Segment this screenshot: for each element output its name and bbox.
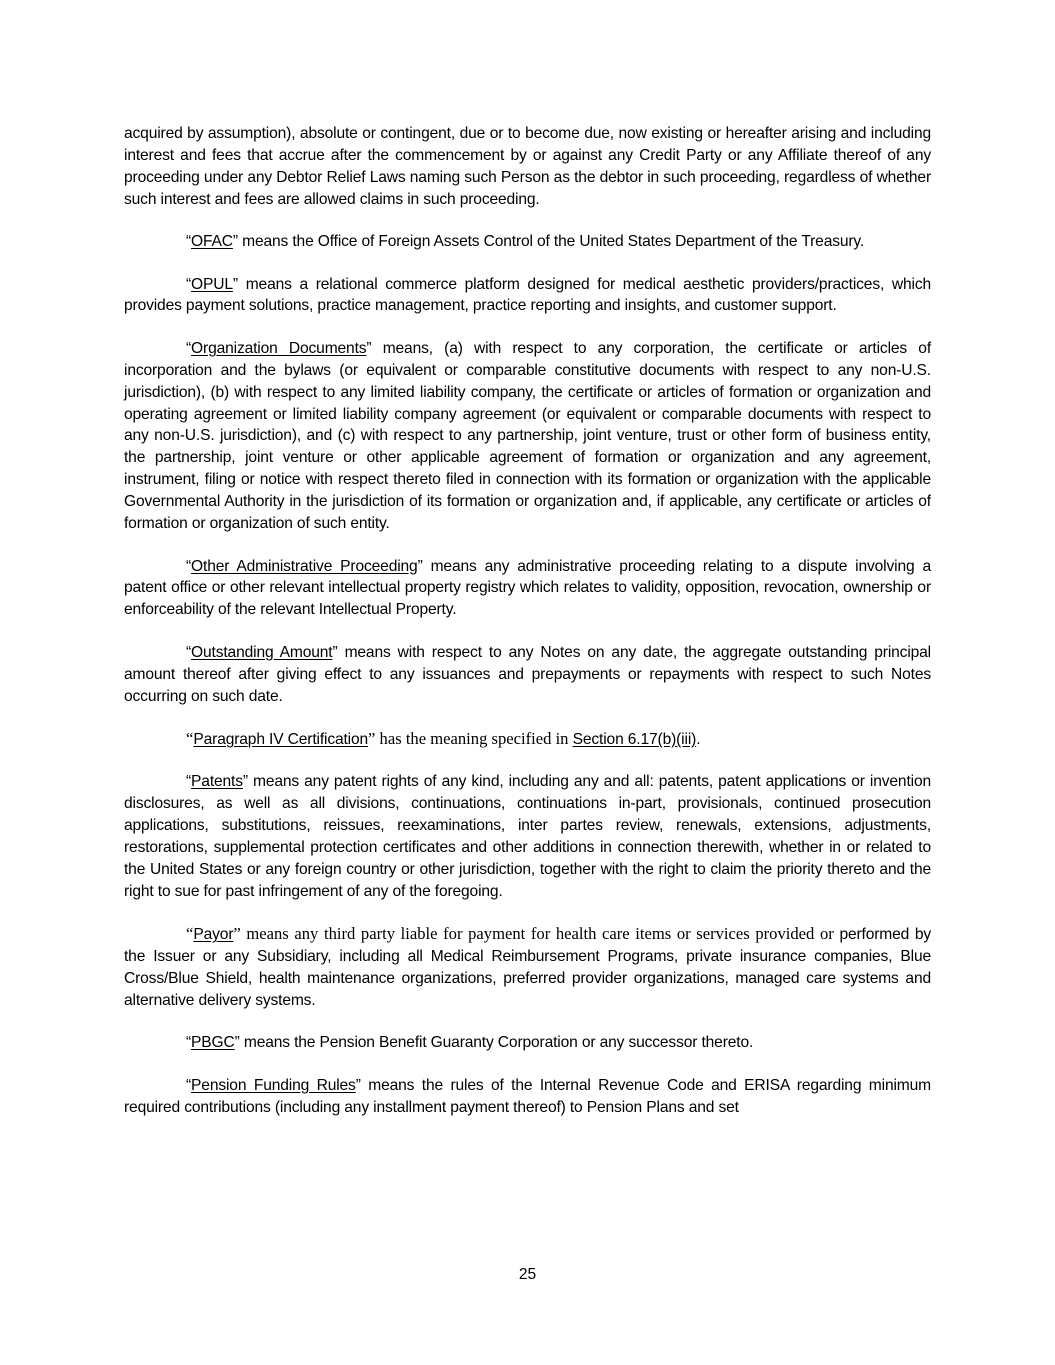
definition-text: means a relational commerce platform designed for medical aesthetic providers/practices, which provides payment solutions, practice management, practice reporting and insights, and customer support. — [124, 275, 931, 315]
open-quote: “ — [186, 773, 192, 791]
open-quote: “ — [186, 1034, 192, 1052]
definition-pension-funding-rules — [124, 1075, 931, 1119]
open-quote: “ — [186, 339, 192, 357]
definition-text: means any administrative proceeding relating to a dispute involving a patent office or other relevant intellectual property registry which relates to validity, opposition, revocation, ownership or enforceability of the relevant Intellectual Property. — [124, 557, 931, 619]
open-quote: “ — [186, 275, 192, 293]
open-quote: “ — [186, 924, 194, 944]
definition-text: means, (a) with respect to any corporation, the certificate or articles of incorporation and the bylaws (or equivalent or comparable constitutive documents with respect to any non-U.S. jurisdiction), (b) with respect to any limited liability company, the certificate or articles of formation or organization and operating agreement or limited liability company agreement (or equivalent or comparable documents with respect to any non-U.S. jurisdiction), and (c) with respect to any partnership, joint venture, trust or other form of business entity, the partnership, joint venture or other applicable agreement of formation or organization and any agreement, instrument, filing or notice with respect thereto filed in connection with its formation or organization with the applicable Governmental Authority in the jurisdiction of its formation or organization and, if applicable, any certificate or articles of formation or organization of such entity. — [124, 339, 931, 533]
definition-outstanding-amount — [124, 642, 931, 708]
definition-text: performed by the Issuer or any Subsidiary, including all Medical Reimbursement Programs, private insurance companies, Blue Cross/Blue Shield, health maintenance organizations, preferred provider organizations, managed care systems and alternative delivery systems. — [124, 926, 931, 1009]
close-quote: ” — [232, 233, 238, 251]
definition-patents — [124, 771, 931, 902]
defined-term: Organization Documents — [191, 339, 367, 357]
section-cross-reference: Section 6.17(b)(iii) — [572, 730, 697, 748]
open-quote: “ — [186, 557, 192, 575]
close-quote: ” — [232, 275, 238, 293]
paragraph-text: acquired by assumption), absolute or contingent, due or to become due, now existing or hereafter arising and including interest and fees that accrue after the commencement by or against any Credit Party or any Affiliate thereof of any proceeding under any Debtor Relief Laws naming such Person as the debtor in such proceeding, regardless of whether such interest and fees are allowed claims in such proceeding. — [124, 125, 931, 208]
close-quote: ” — [355, 1076, 361, 1094]
close-quote: ” — [242, 773, 248, 791]
close-quote: ” — [234, 1034, 240, 1052]
definition-ofac — [124, 231, 931, 253]
definition-text-serif: means any third party liable for payment for health care items or services provided or — [240, 924, 834, 944]
defined-term: Payor — [193, 926, 234, 944]
definition-paragraph-iv-certification — [124, 728, 931, 751]
definition-pbgc — [124, 1032, 931, 1054]
defined-term: Pension Funding Rules — [191, 1076, 356, 1094]
page-number: 25 — [518, 1266, 537, 1283]
close-quote: ” — [368, 728, 376, 748]
defined-term: Other Administrative Proceeding — [191, 557, 418, 575]
end-punctuation: . — [696, 730, 701, 748]
close-quote: ” — [332, 643, 338, 661]
defined-term: PBGC — [191, 1034, 235, 1052]
definition-text: means the Office of Foreign Assets Control of the United States Department of the Treasury. — [237, 233, 865, 251]
definition-text: has the meaning specified in — [375, 728, 573, 748]
open-quote: “ — [186, 1076, 192, 1094]
continued-definition-paragraph — [124, 123, 931, 211]
open-quote: “ — [186, 643, 192, 661]
defined-term: Patents — [191, 773, 243, 791]
definition-text: means the Pension Benefit Guaranty Corporation or any successor thereto. — [239, 1034, 754, 1052]
open-quote: “ — [186, 728, 194, 748]
defined-term: Outstanding Amount — [191, 643, 333, 661]
definition-organization-documents — [124, 338, 931, 535]
definition-payor — [124, 923, 931, 1012]
definition-other-administrative-proceeding — [124, 556, 931, 622]
definition-text: means the rules of the Internal Revenue Code and ERISA regarding minimum required contributions (including any installment payment thereof) to Pension Plans and set — [124, 1076, 932, 1116]
open-quote: “ — [186, 233, 192, 251]
close-quote: ” — [366, 339, 372, 357]
close-quote: ” — [417, 557, 423, 575]
document-page — [124, 123, 931, 1139]
defined-term: Paragraph IV Certification — [193, 730, 369, 748]
defined-term: OFAC — [191, 233, 233, 251]
close-quote: ” — [233, 924, 241, 944]
definition-text: means with respect to any Notes on any date, the aggregate outstanding principal amount thereof after giving effect to any issuances and prepayments or repayments with respect to such Notes occurring on such date. — [124, 643, 931, 705]
definition-opul — [124, 274, 931, 318]
definition-text: means any patent rights of any kind, including any and all: patents, patent applications or invention disclosures, as well as all divisions, continuations, continuations in-part, provisionals, continued prosecution applications, substitutions, reissues, reexaminations, inter partes review, renewals, extensions, adjustments, restorations, supplemental protection certificates and other additions in connection therewith, whether in or related to the United States or any foreign country or other jurisdiction, together with the right to claim the priority thereto and the right to sue for past infringement of any of the foregoing. — [124, 773, 931, 900]
defined-term: OPUL — [191, 275, 233, 293]
